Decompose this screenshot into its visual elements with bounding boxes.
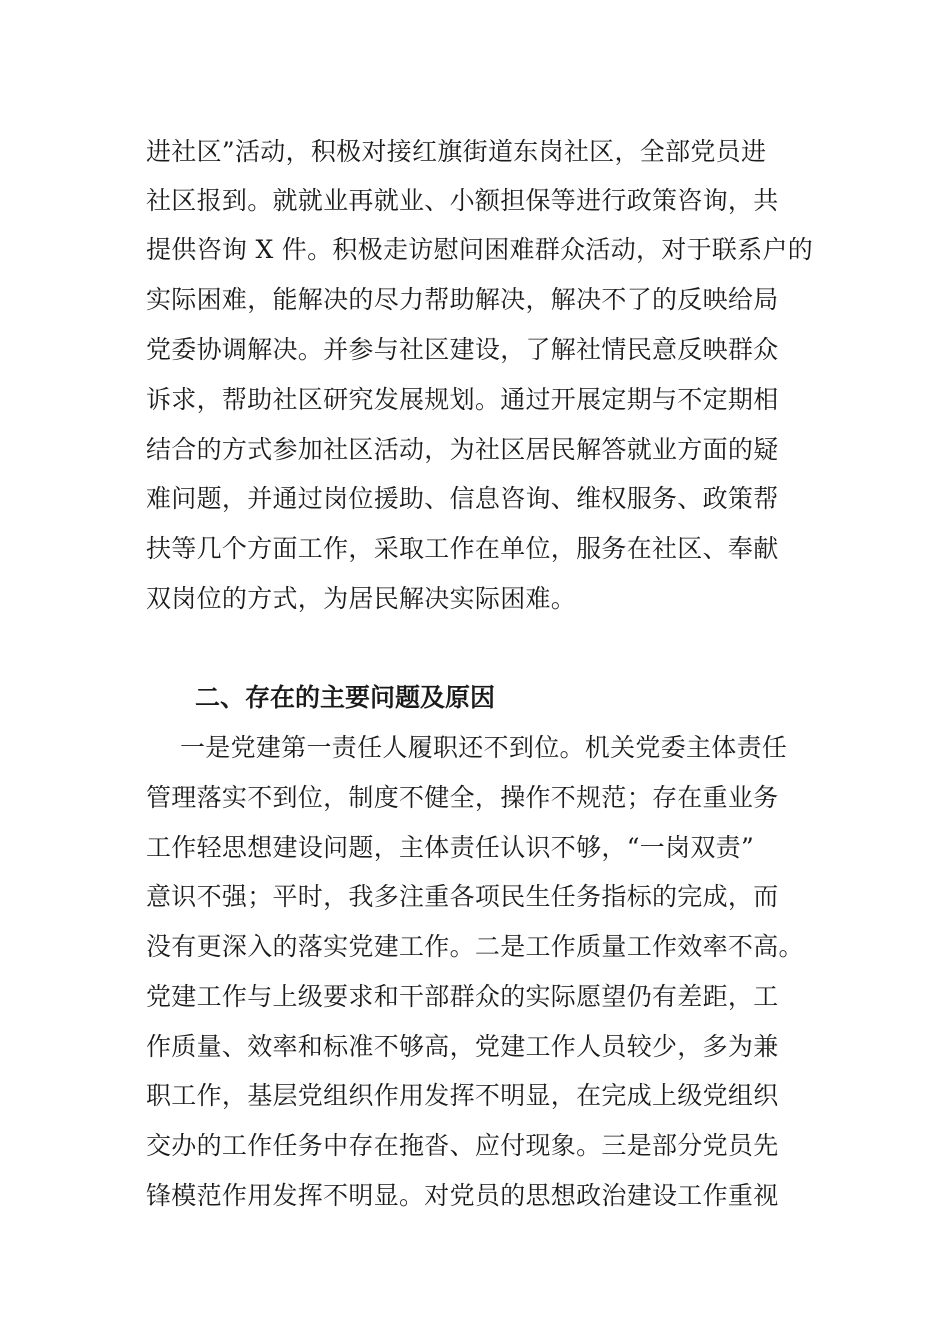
section-heading: 二、存在的主要问题及原因 <box>195 683 496 712</box>
text-line: 没有更深入的落实党建工作。二是工作质量工作效率不高。 <box>146 932 804 961</box>
text-line: 作质量、效率和标准不够高，党建工作人员较少，多为兼 <box>146 1032 779 1061</box>
text-line: 锋模范作用发挥不明显。对党员的思想政治建设工作重视 <box>146 1181 779 1210</box>
text-line: 扶等几个方面工作，采取工作在单位，服务在社区、奉献 <box>146 534 779 563</box>
text-line: 难问题，并通过岗位援助、信息咨询、维权服务、政策帮 <box>146 484 779 513</box>
text-line: 进社区”活动，积极对接红旗街道东岗社区，全部党员进 <box>146 137 767 166</box>
text-line: 一是党建第一责任人履职还不到位。机关党委主体责任 <box>180 733 788 762</box>
text-line: 职工作，基层党组织作用发挥不明显，在完成上级党组织 <box>146 1081 779 1110</box>
text-line: 诉求，帮助社区研究发展规划。通过开展定期与不定期相 <box>146 385 779 414</box>
text-line: 工作轻思想建设问题，主体责任认识不够，“一岗双责” <box>146 833 755 862</box>
text-line: 交办的工作任务中存在拖沓、应付现象。三是部分党员先 <box>146 1131 779 1160</box>
text-line: 意识不强；平时，我多注重各项民生任务指标的完成，而 <box>146 882 779 911</box>
text-line: 党建工作与上级要求和干部群众的实际愿望仍有差距，工 <box>146 982 779 1011</box>
text-line: 实际困难，能解决的尽力帮助解决，解决不了的反映给局 <box>146 285 779 314</box>
text-line: 党委协调解决。并参与社区建设，了解社情民意反映群众 <box>146 335 779 364</box>
text-line: 管理落实不到位，制度不健全，操作不规范；存在重业务 <box>146 783 779 812</box>
text-line: 结合的方式参加社区活动，为社区居民解答就业方面的疑 <box>146 435 779 464</box>
text-line: 双岗位的方式，为居民解决实际困难。 <box>146 584 577 613</box>
text-line: 社区报到。就就业再就业、小额担保等进行政策咨询，共 <box>146 186 779 215</box>
text-line: 提供咨询 X 件。积极走访慰问困难群众活动，对于联系户的 <box>146 235 814 264</box>
